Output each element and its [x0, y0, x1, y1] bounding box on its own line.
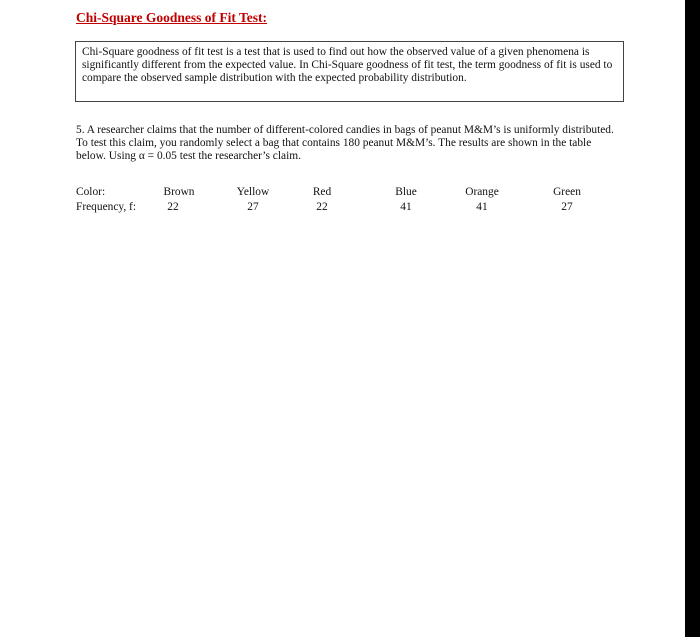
frequency-row-label: Frequency, f: [76, 201, 136, 213]
frequency-cell-yellow: 27 [247, 201, 259, 213]
frequency-table [76, 186, 596, 216]
color-cell-green: Green [553, 186, 581, 198]
color-row-label: Color: [76, 186, 106, 198]
color-cell-red: Red [312, 186, 332, 198]
frequency-cell-orange: 41 [476, 201, 488, 213]
color-cell-orange: Orange [465, 186, 499, 198]
definition-text: Chi-Square goodness of fit test is a test that is used to find out how the observed value of a given phenomena is significantly different from the expected value. In Chi-Square goodness of fit test, the term goodness of fit is used to compare the observed sample distribution with the expected probability distribution. [82, 46, 613, 84]
color-cell-brown: Brown [163, 186, 195, 198]
color-cell-blue: Blue [395, 186, 417, 198]
page-edge [685, 0, 700, 637]
problem-text: 5. A researcher claims that the number of different-colored candies in bags of peanut M&M’s is uniformly distributed. To test this claim, you randomly select a bag that contains 180 peanut M&M’s. The results are shown in the table below. Using α = 0.05 test the researcher’s claim. [76, 124, 614, 162]
frequency-cell-brown: 22 [167, 201, 179, 213]
page-title: Chi-Square Goodness of Fit Test: [76, 10, 268, 25]
color-cell-yellow: Yellow [236, 186, 270, 198]
frequency-cell-blue: 41 [400, 201, 412, 213]
frequency-cell-green: 27 [561, 201, 573, 213]
definition-box [75, 41, 624, 102]
frequency-cell-red: 22 [316, 201, 328, 213]
